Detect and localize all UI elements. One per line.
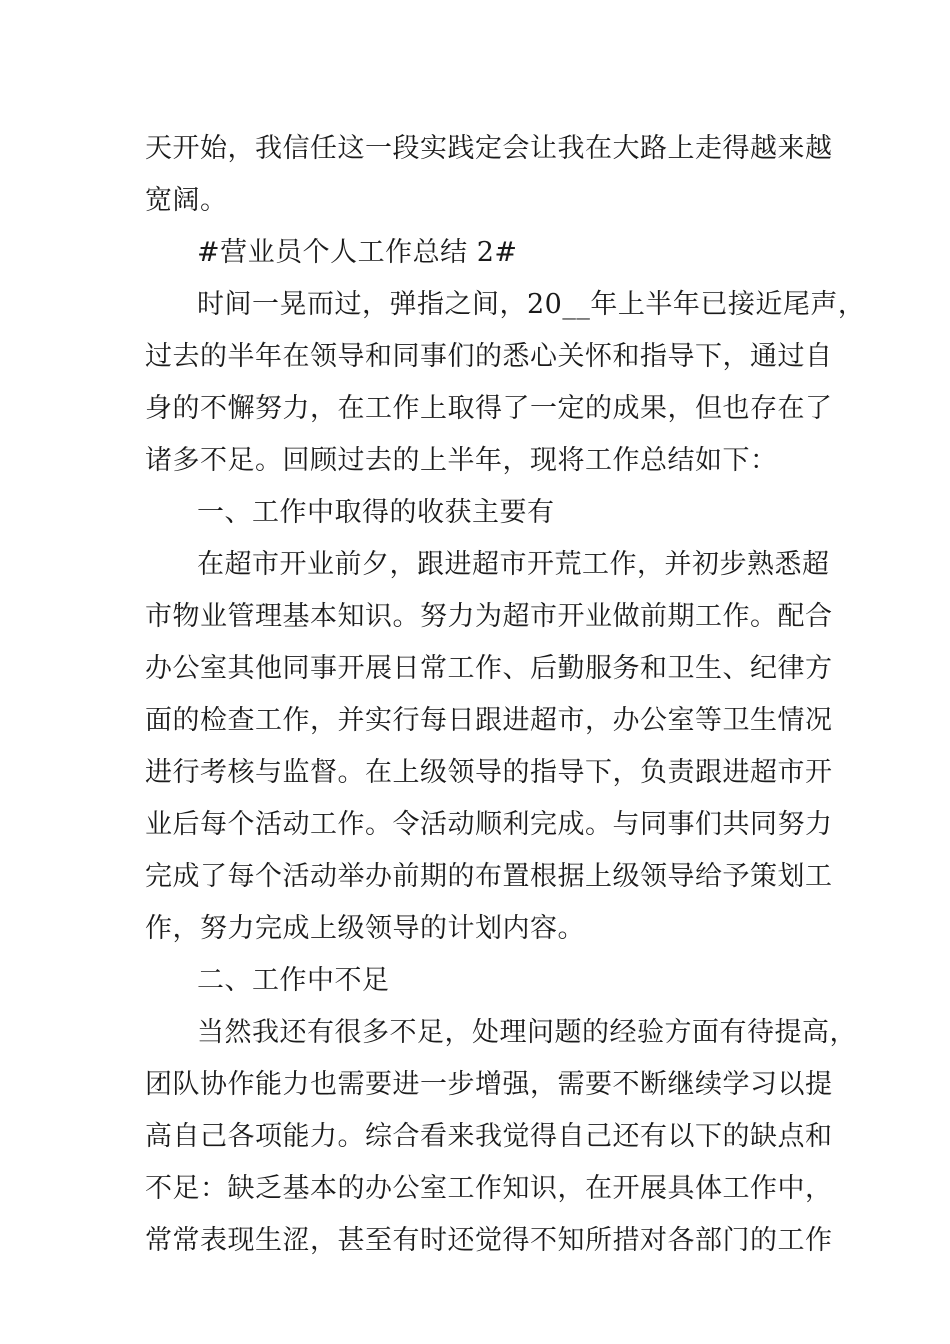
text-line: 宽阔。 [145,185,228,216]
text-line: 不足：缺乏基本的办公室工作知识，在开展具体工作中， [145,1173,833,1204]
text-line: 办公室其他同事开展日常工作、后勤服务和卫生、纪律方 [145,653,833,684]
text-line: 常常表现生涩，甚至有时还觉得不知所措对各部门的工作 [145,1225,833,1256]
text-line: 诸多不足。回顾过去的上半年，现将工作总结如下： [145,445,778,476]
text-line: 面的检查工作，并实行每日跟进超市，办公室等卫生情况 [145,705,833,736]
subsection-heading: 二、工作中不足 [197,965,390,996]
text-line: 身的不懈努力，在工作上取得了一定的成果，但也存在了 [145,393,833,424]
text-line: 天开始，我信任这一段实践定会让我在大路上走得越来越 [145,133,833,164]
text-line: 当然我还有很多不足，处理问题的经验方面有待提高， [197,1017,857,1048]
text-line: 进行考核与监督。在上级领导的指导下，负责跟进超市开 [145,757,833,788]
text-line: 作，努力完成上级领导的计划内容。 [145,913,585,944]
text-line: 在超市开业前夕，跟进超市开荒工作，并初步熟悉超 [197,549,830,580]
text-line: 高自己各项能力。综合看来我觉得自己还有以下的缺点和 [145,1121,833,1152]
text-line: 团队协作能力也需要进一步增强，需要不断继续学习以提 [145,1069,833,1100]
text-line: 市物业管理基本知识。努力为超市开业做前期工作。配合 [145,601,833,632]
text-line: 业后每个活动工作。令活动顺利完成。与同事们共同努力 [145,809,833,840]
subsection-heading: 一、工作中取得的收获主要有 [197,497,555,528]
section-heading: #营业员个人工作总结 2# [197,237,518,268]
text-line: 过去的半年在领导和同事们的悉心关怀和指导下，通过自 [145,341,833,372]
text-line: 时间一晃而过，弹指之间，20__年上半年已接近尾声， [197,289,866,320]
text-line: 完成了每个活动举办前期的布置根据上级领导给予策划工 [145,861,833,892]
